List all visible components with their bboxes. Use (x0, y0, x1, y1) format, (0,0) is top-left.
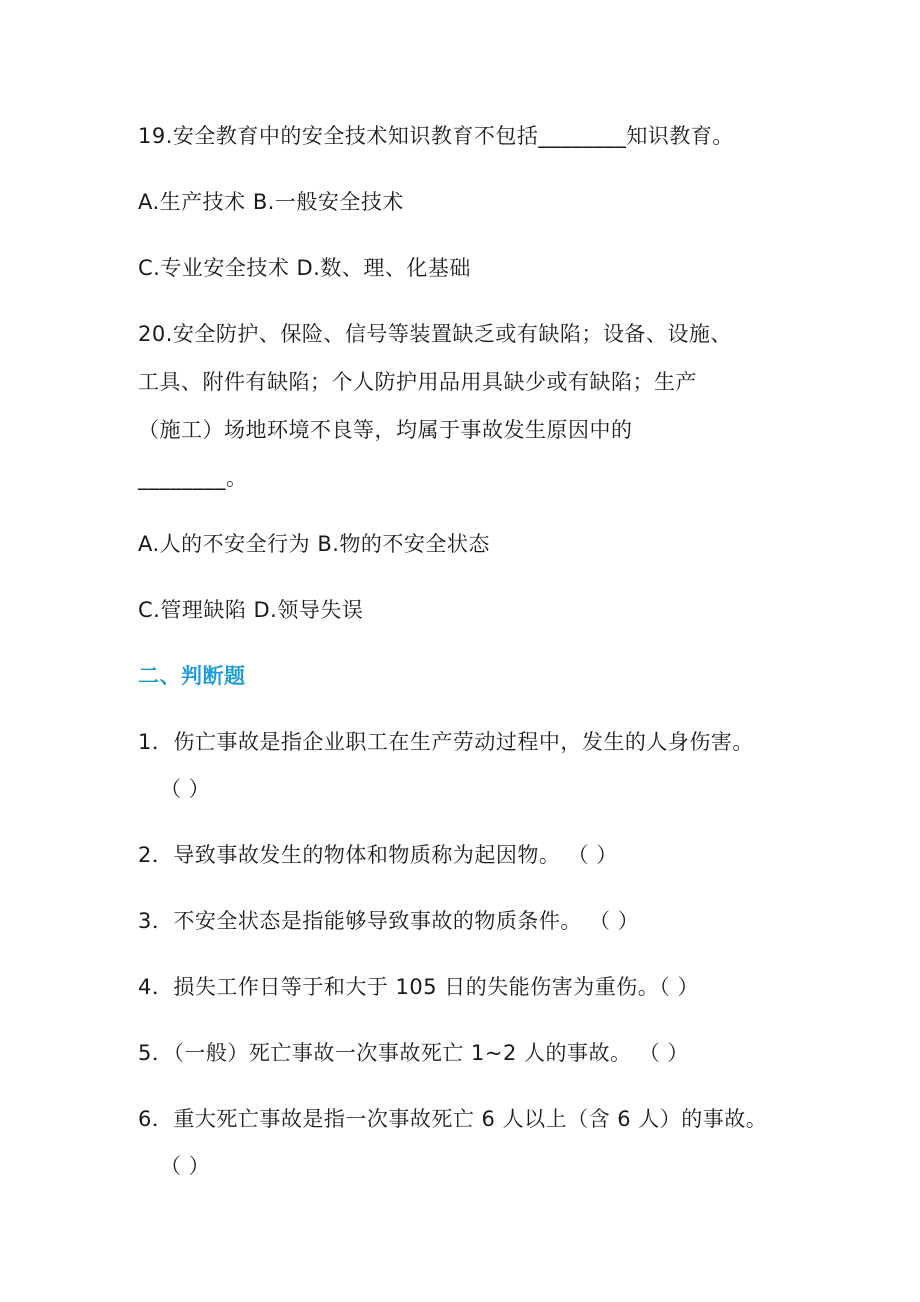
q20-stem-line-2: 工具、附件有缺陷；个人防护用品用具缺少或有缺陷；生产 (138, 370, 697, 394)
q19-options-cd: C.专业安全技术 D.数、理、化基础 (138, 256, 471, 280)
q20-options-cd: C.管理缺陷 D.领导失误 (138, 598, 364, 622)
judgment-2: 2．导致事故发生的物体和物质称为起因物。 （ ） (138, 843, 618, 867)
q20-stem-line-4: ________。 (138, 466, 248, 490)
judgment-1-answer-paren: （ ） (160, 777, 211, 801)
q20-stem-line-3: （施工）场地环境不良等，均属于事故发生原因中的 (138, 418, 633, 442)
q19-stem: 19.安全教育中的安全技术知识教育不包括________知识教育。 (138, 124, 734, 148)
judgment-5: 5．（一般）死亡事故一次事故死亡 1~2 人的事故。 （ ） (138, 1041, 689, 1065)
judgment-6-line-1: 6．重大死亡事故是指一次事故死亡 6 人以上（含 6 人）的事故。 (138, 1107, 768, 1131)
judgment-1-line-1: 1．伤亡事故是指企业职工在生产劳动过程中，发生的人身伤害。 (138, 730, 754, 754)
q19-options-ab: A.生产技术 B.一般安全技术 (138, 190, 404, 214)
section-heading-judgment: 二、判断题 (138, 664, 246, 688)
q20-options-ab: A.人的不安全行为 B.物的不安全状态 (138, 532, 490, 556)
judgment-4: 4．损失工作日等于和大于 105 日的失能伤害为重伤。（ ） (138, 975, 699, 999)
judgment-3: 3．不安全状态是指能够导致事故的物质条件。 （ ） (138, 909, 640, 933)
q20-stem-line-1: 20.安全防护、保险、信号等装置缺乏或有缺陷；设备、设施、 (138, 322, 732, 346)
judgment-6-answer-paren: （ ） (160, 1154, 211, 1178)
